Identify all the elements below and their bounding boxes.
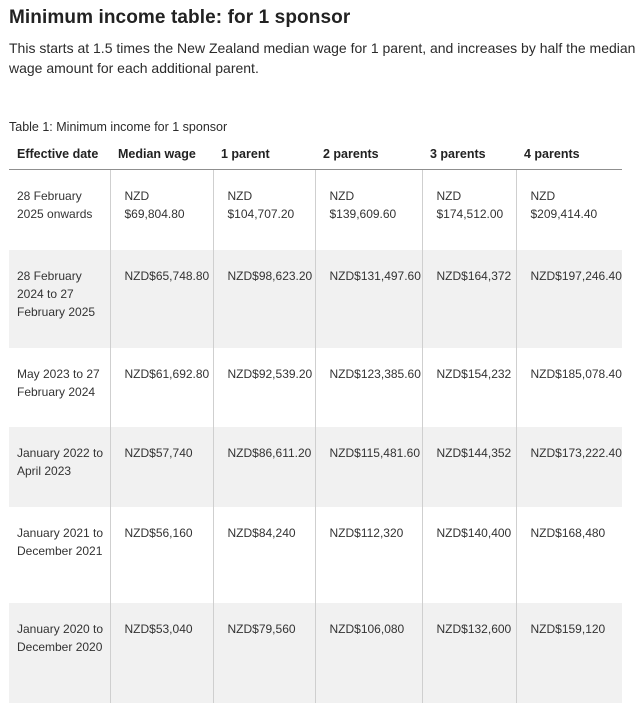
table-row — [9, 348, 622, 427]
cell-4-parents: NZD$168,480 — [516, 507, 622, 603]
table-header-row — [9, 138, 622, 170]
cell-4-parents: NZD$173,222.40 — [516, 427, 622, 507]
cell-4-parents: NZD$197,246.40 — [516, 250, 622, 348]
cell-3-parents: NZD $174,512.00 — [422, 170, 516, 251]
cell-1-parent: NZD$92,539.20 — [213, 348, 315, 427]
table-row — [9, 427, 622, 507]
header-1-parent: 1 parent — [213, 138, 315, 170]
cell-effective-date: January 2022 to April 2023 — [9, 427, 110, 507]
cell-2-parents: NZD$106,080 — [315, 603, 422, 703]
table-caption: Table 1: Minimum income for 1 sponsor — [9, 120, 228, 134]
cell-3-parents: NZD$132,600 — [422, 603, 516, 703]
cell-effective-date: January 2021 to December 2021 — [17, 526, 104, 558]
cell-2-parents: NZD$112,320 — [315, 507, 422, 603]
cell-3-parents: NZD$154,232 — [422, 348, 516, 427]
cell-1-parent: NZD$79,560 — [213, 603, 315, 703]
table-row — [9, 170, 622, 251]
header-median-wage: Median wage — [110, 138, 213, 170]
header-3-parents: 3 parents — [422, 138, 516, 170]
cell-2-parents: NZD$131,497.60 — [315, 250, 422, 348]
cell-2-parents: NZD$115,481.60 — [315, 427, 422, 507]
cell-median-wage: NZD$65,748.80 — [110, 250, 213, 348]
cell-effective-date: January 2020 to December 2020 — [9, 603, 110, 703]
cell-median-wage: NZD$61,692.80 — [110, 348, 213, 427]
header-4-parents: 4 parents — [516, 138, 622, 170]
cell-1-parent: NZD$84,240 — [213, 507, 315, 603]
cell-median-wage: NZD$53,040 — [110, 603, 213, 703]
cell-1-parent: NZD$98,623.20 — [213, 250, 315, 348]
table-row — [9, 507, 622, 603]
cell-2-parents: NZD $139,609.60 — [315, 170, 422, 251]
header-effective-date: Effective date — [9, 138, 110, 170]
page-title: Minimum income table: for 1 sponsor — [9, 7, 351, 28]
cell-median-wage: NZD$56,160 — [110, 507, 213, 603]
minimum-income-table — [9, 138, 622, 703]
cell-4-parents: NZD$185,078.40 — [516, 348, 622, 427]
cell-4-parents: NZD $209,414.40 — [516, 170, 622, 251]
cell-1-parent: NZD$86,611.20 — [213, 427, 315, 507]
table-row — [9, 603, 622, 703]
cell-median-wage: NZD$57,740 — [110, 427, 213, 507]
table-row — [9, 250, 622, 348]
cell-3-parents: NZD$140,400 — [422, 507, 516, 603]
cell-1-parent: NZD $104,707.20 — [213, 170, 315, 251]
cell-2-parents: NZD$123,385.60 — [315, 348, 422, 427]
intro-text: This starts at 1.5 times the New Zealand median wage for 1 parent, and increases by half the median wage amount for each additional parent. — [9, 40, 636, 76]
header-2-parents: 2 parents — [315, 138, 422, 170]
cell-median-wage: NZD $69,804.80 — [110, 170, 213, 251]
cell-effective-date: 28 February 2025 onwards — [17, 189, 93, 221]
cell-effective-date: May 2023 to 27 February 2024 — [17, 367, 100, 399]
cell-3-parents: NZD$164,372 — [422, 250, 516, 348]
cell-4-parents: NZD$159,120 — [516, 603, 622, 703]
cell-3-parents: NZD$144,352 — [422, 427, 516, 507]
cell-effective-date: 28 February 2024 to 27 February 2025 — [9, 250, 110, 348]
